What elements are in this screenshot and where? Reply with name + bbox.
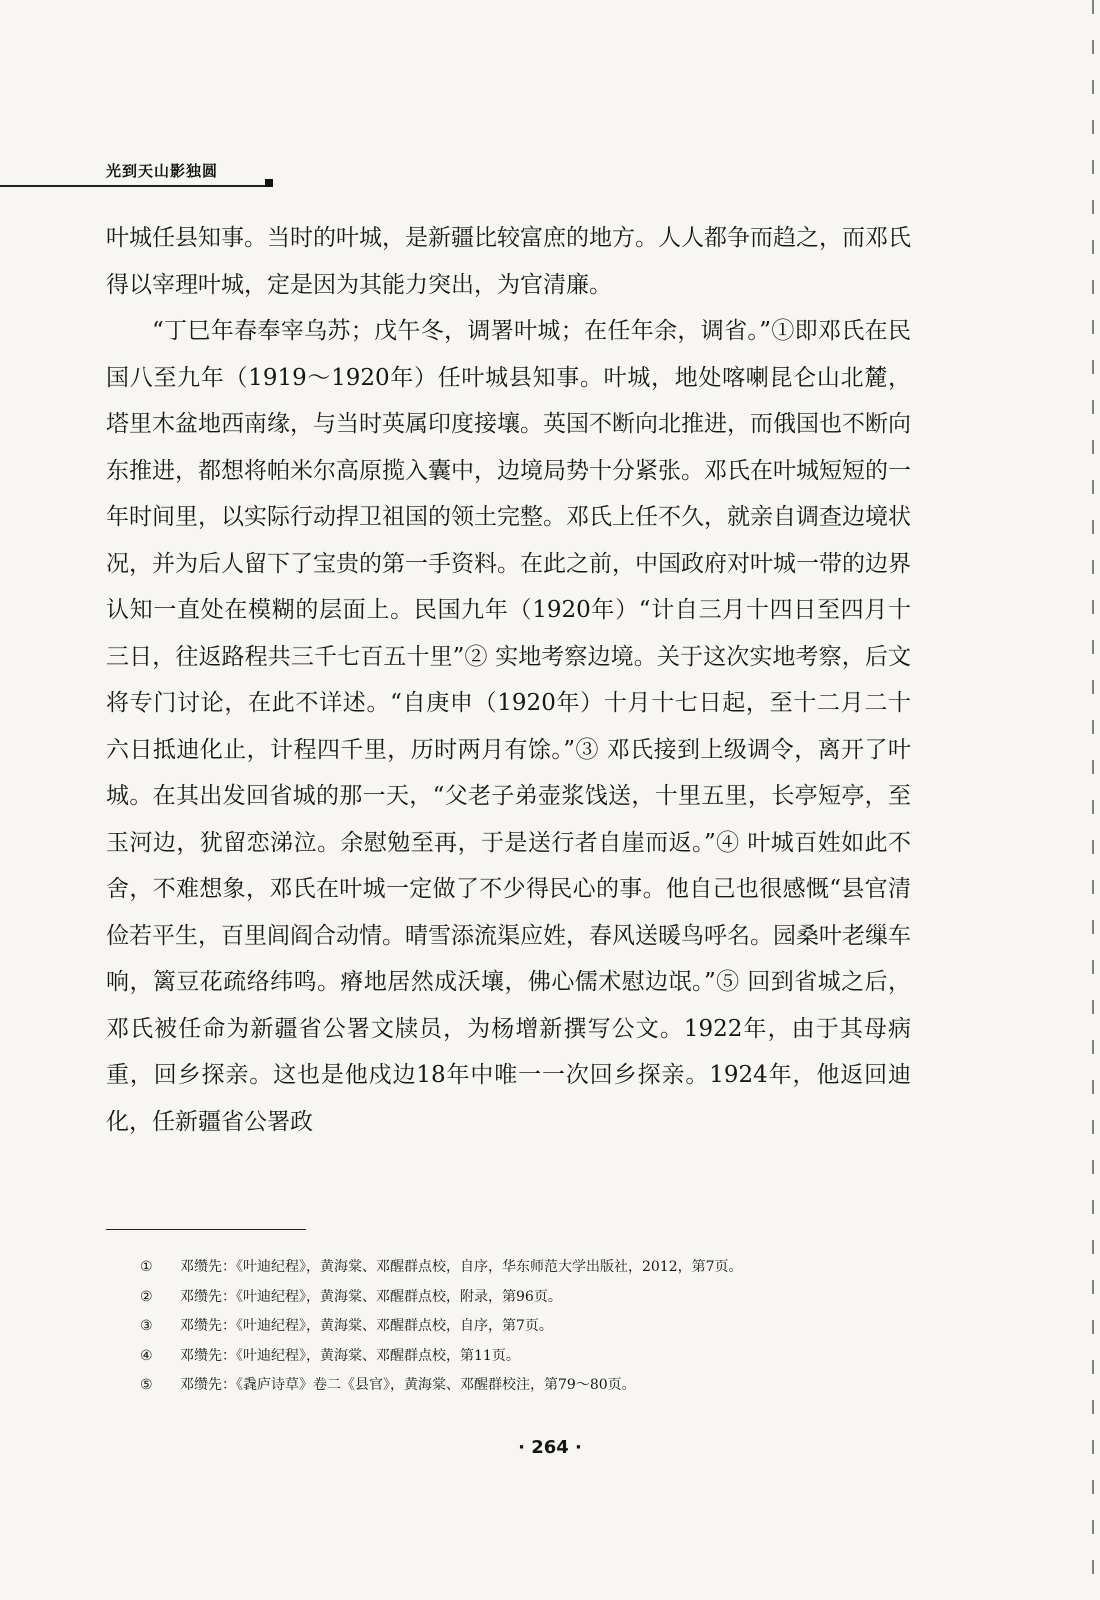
footnote: [140, 1283, 912, 1313]
footnote-mark: ③: [140, 1318, 153, 1334]
paragraph: 叶城任县知事。当时的叶城，是新疆比较富庶的地方。人人都争而趋之，而邓氏得以宰理叶城，定是因为其能力突出，为官清廉。: [106, 225, 911, 298]
footnote: [140, 1342, 912, 1372]
footnote: [140, 1253, 912, 1283]
footnote-text: 邓缵先：《毳庐诗草》卷二《县官》，黄海棠、邓醒群校注，第79～80页。: [180, 1377, 636, 1393]
footnote-text: 邓缵先：《叶迪纪程》，黄海棠、邓醒群点校，第11页。: [180, 1347, 520, 1364]
footnote-mark: ④: [140, 1347, 153, 1364]
footnote-rule: [106, 1229, 306, 1230]
paragraph: “丁巳年春奉宰乌苏；戊午冬，调署叶城；在任年余，调省。”①即邓氏在民国八至九年（1919～1920年）任叶城县知事。叶城，地处喀喇昆仑山北麓，塔里木盆地西南缘，与当时英属印度接壤。英国不断向北推进，而俄国也不断向东推进，都想将帕米尔高原揽入囊中，边境局势十分紧张。邓氏在叶城短短的一年时间里，以实际行动捍卫祖国的领土完整。邓氏上任不久，就亲自调查边境状况，并为后人留下了宝贵的第一手资料。在此之前，中国政府对叶城一带的边界认知一直处在模糊的层面上。民国九年（1920年）“计自三月十四日至四月十三日，往返路程共三千七百五十里”② 实地考察边境。关于这次实地考察，后文将专门讨论，在此不详述。“自庚申（1920年）十月十七日起，至十二月二十六日抵迪化止，计程四千里，历时两月有馀。”③ 邓氏接到上级调令，离开了叶城。在其出发回省城的那一天，“父老子弟壶浆饯送，十里五里，长亭短亭，至玉河边，犹留恋涕泣。余慰勉至再，于是送行者自崖而返。”④ 叶城百姓如此不舍，不难想象，邓氏在叶城一定做了不少得民心的事。他自己也很感慨“县官清俭若平生，百里闾阎合动情。晴雪添流渠应姓，春风送暖鸟呼名。园桑叶老缫车响，篱豆花疏络纬鸣。瘠地居然成沃壤，佛心儒术慰边氓。”⑤ 回到省城之后，邓氏被任命为新疆省公署文牍员，为杨增新撰写公文。1922年，由于其母病重，回乡探亲。这也是他戍边18年中唯一一次回乡探亲。1924年，他返回迪化，任新疆省公署政: [106, 318, 911, 1135]
footnote-text: 邓缵先：《叶迪纪程》，黄海棠、邓醒群点校，附录，第96页。: [180, 1288, 562, 1305]
page-number: · 264 ·: [518, 1437, 582, 1458]
footnote-text: 邓缵先：《叶迪纪程》，黄海棠、邓醒群点校，自序，第7页。: [180, 1318, 553, 1334]
footnote-mark: ①: [140, 1259, 153, 1275]
body-text: [106, 215, 911, 1145]
header-rule: [0, 185, 265, 187]
footnote: [140, 1312, 912, 1342]
footnote-mark: ⑤: [140, 1377, 153, 1393]
footnote-list: [140, 1253, 912, 1401]
page-edge-shadow: [1092, 0, 1094, 1600]
header-square-mark: [265, 179, 273, 187]
footnote: [140, 1371, 912, 1401]
footnote-mark: ②: [140, 1288, 153, 1305]
running-head: 光到天山影独圆: [106, 162, 219, 180]
footnote-text: 邓缵先：《叶迪纪程》，黄海棠、邓醒群点校，自序，华东师范大学出版社，2012，第7页。: [180, 1259, 743, 1275]
